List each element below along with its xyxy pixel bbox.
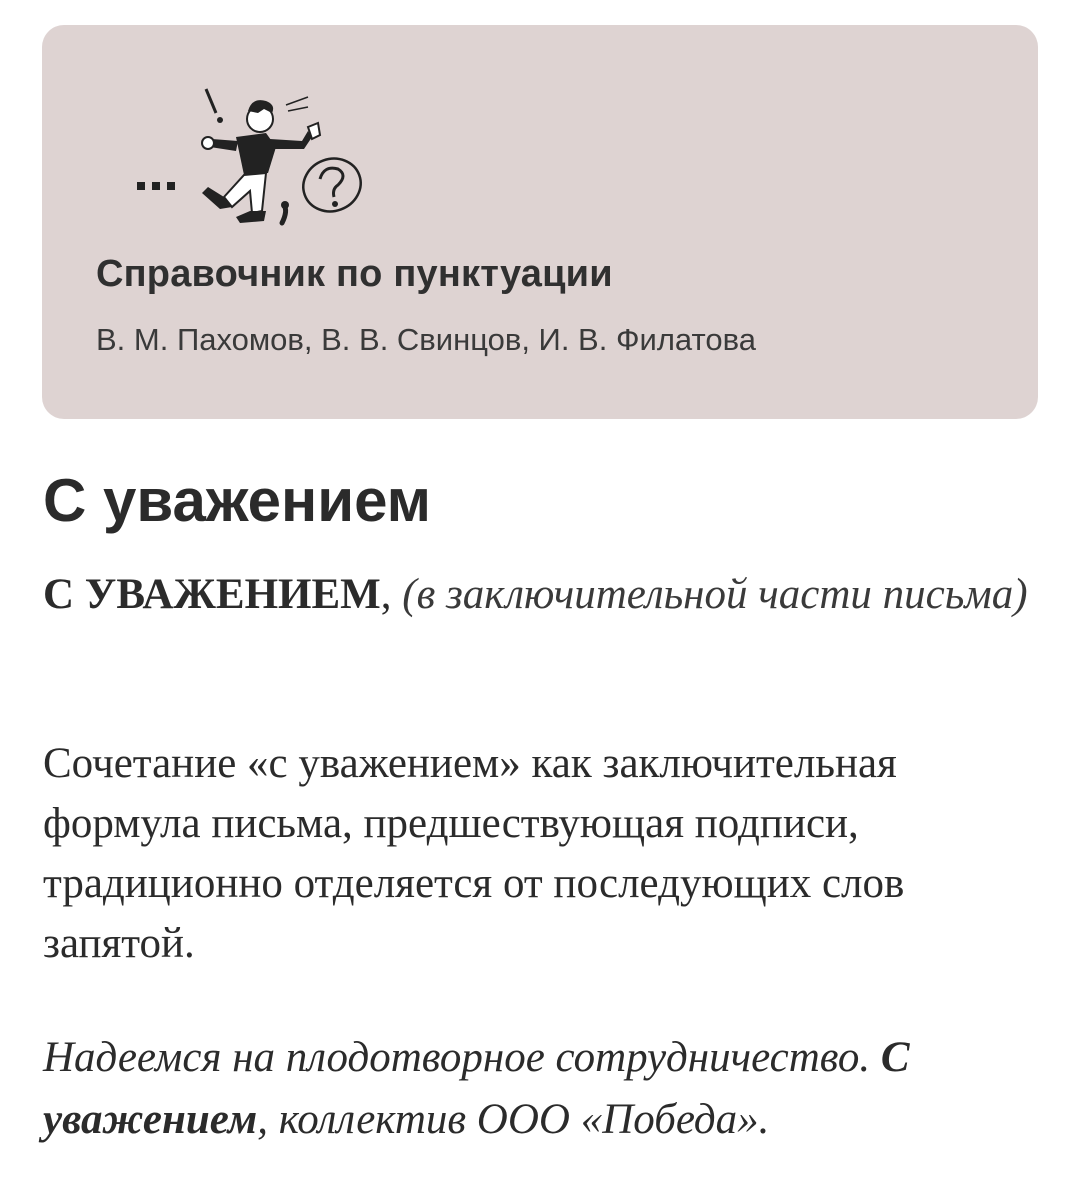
entry-headword-line (43, 564, 1033, 626)
stumbling-man-illustration-icon (132, 83, 372, 233)
example-text-before: Надеемся на плодотворное сотрудничество. (43, 1034, 881, 1081)
book-title: Справочник по пунктуации (96, 253, 613, 295)
example-text-after: , коллектив ООО «Победа». (257, 1096, 770, 1143)
entry-headword: С УВАЖЕНИЕМ (43, 571, 381, 618)
book-authors: В. М. Пахомов, В. В. Свинцов, И. В. Филатова (96, 322, 756, 357)
entry-example (43, 1027, 1033, 1151)
headword-punctuation: , (380, 571, 403, 618)
entry-heading: С уважением (43, 467, 432, 534)
example-highlight: С уважением (43, 1034, 910, 1143)
book-card[interactable] (42, 25, 1038, 419)
usage-note: (в заключительной части письма) (402, 571, 1028, 618)
entry-description: Сочетание «с уважением» как заключительная формула письма, предшествующая подписи, традиционно отделяется от последующих слов запятой. (43, 740, 905, 967)
